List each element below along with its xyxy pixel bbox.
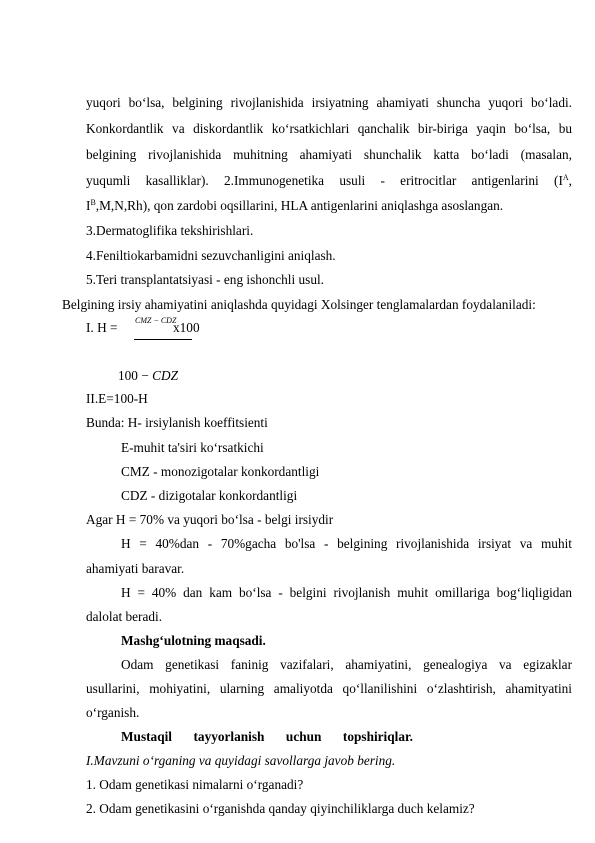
method-item: 5.Teri transplantatsiyasi - eng ishonchli usul. — [86, 272, 324, 287]
formula-two: II.E=100-H — [86, 391, 148, 406]
paragraph-line: belgining rivojlanishida muhitning ahamiyati shunchalik katta bo‘ladi (masalan, — [86, 147, 572, 162]
paragraph-line: usullarini, mohiyatini, ularning amaliyotda qo‘llanilishini o‘zlashtirish, ahamityatini — [86, 681, 572, 696]
paragraph-line: yuqori bo‘lsa, belgining rivojlanishida irsiyatning ahamiyati shuncha yuqori bo‘ladi. — [86, 95, 572, 110]
paragraph-line: Odam genetikasi faninig vazifalari, ahamiyatini, genealogiya va egizaklar — [121, 657, 572, 672]
paragraph-line: yuqumli kasalliklar). 2.Immunogenetika usuli - eritrocitlar antigenlarini ($I^A$, — [86, 173, 572, 188]
legend-item: E-muhit ta'siri ko‘rsatkichi — [121, 440, 264, 455]
paragraph-line: o‘rganish. — [86, 705, 140, 720]
interpretation-line: ahamiyati baravar. — [86, 561, 185, 576]
method-item: 3.Dermatoglifika tekshirishlari. — [86, 223, 254, 238]
legend-intro: Bunda: H- irsiylanish koeffitsienti — [86, 415, 268, 430]
interpretation-line: H = 40%dan - 70%gacha bo'lsa - belgining rivojlanishida irsiyat va muhit — [121, 536, 572, 551]
paragraph-line: Konkordantlik va diskordantlik ko‘rsatkichlari qanchalik bir-biriga yaqin bo‘lsa, bu — [86, 121, 572, 136]
formula-prefix: I. H = — [86, 320, 118, 335]
holzinger-intro: Belgining irsiy ahamiyatini aniqlashda quyidagi Xolsinger tenglamalardan foydalaniladi: — [62, 297, 536, 312]
method-item: 4.Feniltiokarbamidni sezuvchanligini aniqlash. — [86, 248, 336, 263]
interpretation-line: H = 40% dan kam bo‘lsa - belgini rivojlanish muhit omillariga bog‘liqligidan — [121, 585, 572, 600]
legend-item: CDZ - dizigotalar konkordantligi — [121, 488, 298, 503]
formula-denominator: 100 − CDZ — [118, 368, 178, 383]
interpretation-line: dalolat beradi. — [86, 609, 163, 624]
section-heading-self-study: Mustaqil tayyorlanish uchun topshiriqlar. — [121, 729, 413, 744]
question-item: 2. Odam genetikasini o‘rganishda qanday qiyinchiliklarga duch kelamiz? — [86, 801, 475, 816]
section-subtitle: I.Mavzuni o‘rganing va quyidagi savollarga javob bering. — [86, 753, 396, 768]
question-item: 1. Odam genetikasi nimalarni o‘rganadi? — [86, 777, 304, 792]
fraction-bar — [134, 339, 192, 340]
legend-item: CMZ - monozigotalar konkordantligi — [121, 464, 320, 479]
formula-numerator: CMZ − CDZ — [135, 316, 177, 325]
paragraph-line: $I^B,M,N,Rh$), qon zardobi oqsillarini, HLA antigenlarini aniqlashga asoslangan. — [86, 198, 504, 213]
formula-multiplier: x100 — [173, 320, 200, 335]
interpretation-line: Agar H = 70% va yuqori bo‘lsa - belgi irsiydir — [86, 512, 334, 527]
section-heading-goal: Mashg‘ulotning maqsadi. — [121, 633, 266, 648]
